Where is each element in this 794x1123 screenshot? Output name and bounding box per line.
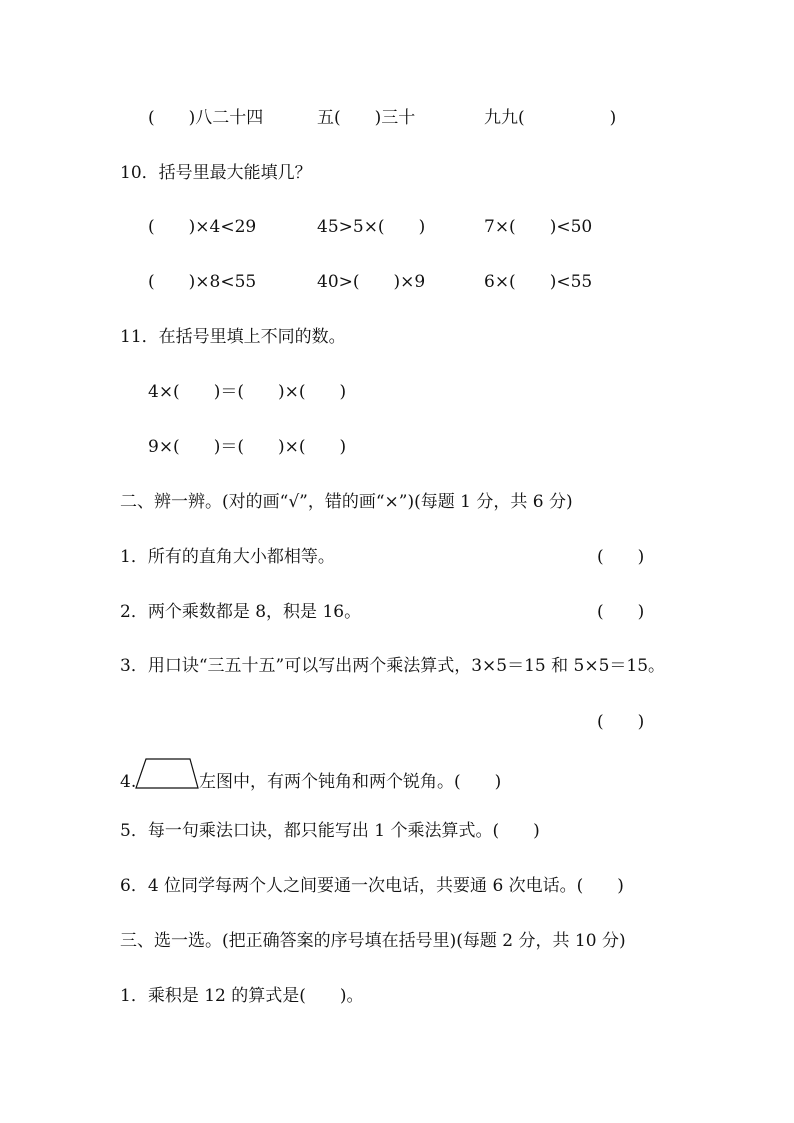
q10-item-5: 40>( )×9: [317, 272, 426, 292]
question-10-heading: 10．括号里最大能填几？: [120, 163, 312, 183]
q11-item-2: 9×( )＝( )×( ): [148, 437, 347, 457]
q10-item-1: ( )×4<29: [148, 217, 257, 237]
q10-item-6: 6×( )<55: [484, 272, 593, 292]
tf-question-2: 2．两个乘数都是 8，积是 16。: [120, 602, 362, 622]
trapezoid-figure: [134, 757, 200, 791]
tf-answer-blank-1: ( ): [597, 547, 645, 567]
tf-answer-blank-2: ( ): [597, 602, 645, 622]
tf-answer-blank-3: ( ): [597, 712, 645, 732]
mnemonic-blank-1: ( )八二十四: [148, 108, 264, 128]
q10-item-3: 7×( )<50: [484, 217, 593, 237]
section-3-heading: 三、选一选。(把正确答案的序号填在括号里)(每题 2 分，共 10 分): [120, 931, 626, 951]
tf-question-3: 3．用口诀“三五十五”可以写出两个乘法算式，3×5＝15 和 5×5＝15。: [120, 656, 666, 676]
tf-question-6: 6．4 位同学每两个人之间要通一次电话，共要通 6 次电话。( ): [120, 876, 624, 896]
tf-question-1: 1．所有的直角大小都相等。: [120, 547, 335, 567]
tf-question-5: 5．每一句乘法口诀，都只能写出 1 个乘法算式。( ): [120, 821, 540, 841]
tf-question-4: 左图中，有两个钝角和两个锐角。( ): [199, 772, 502, 792]
mc-question-1: 1．乘积是 12 的算式是( )。: [120, 986, 364, 1006]
q10-item-2: 45>5×( ): [317, 217, 426, 237]
q11-item-1: 4×( )＝( )×( ): [148, 382, 347, 402]
q10-item-4: ( )×8<55: [148, 272, 257, 292]
tf-question-4-number: 4.: [120, 772, 137, 792]
section-2-heading: 二、辨一辨。(对的画“√”，错的画“×”)(每题 1 分，共 6 分): [120, 492, 573, 512]
mnemonic-blank-3: 九九( ): [484, 108, 617, 128]
question-11-heading: 11．在括号里填上不同的数。: [120, 327, 346, 347]
mnemonic-blank-2: 五( )三十: [317, 108, 416, 128]
